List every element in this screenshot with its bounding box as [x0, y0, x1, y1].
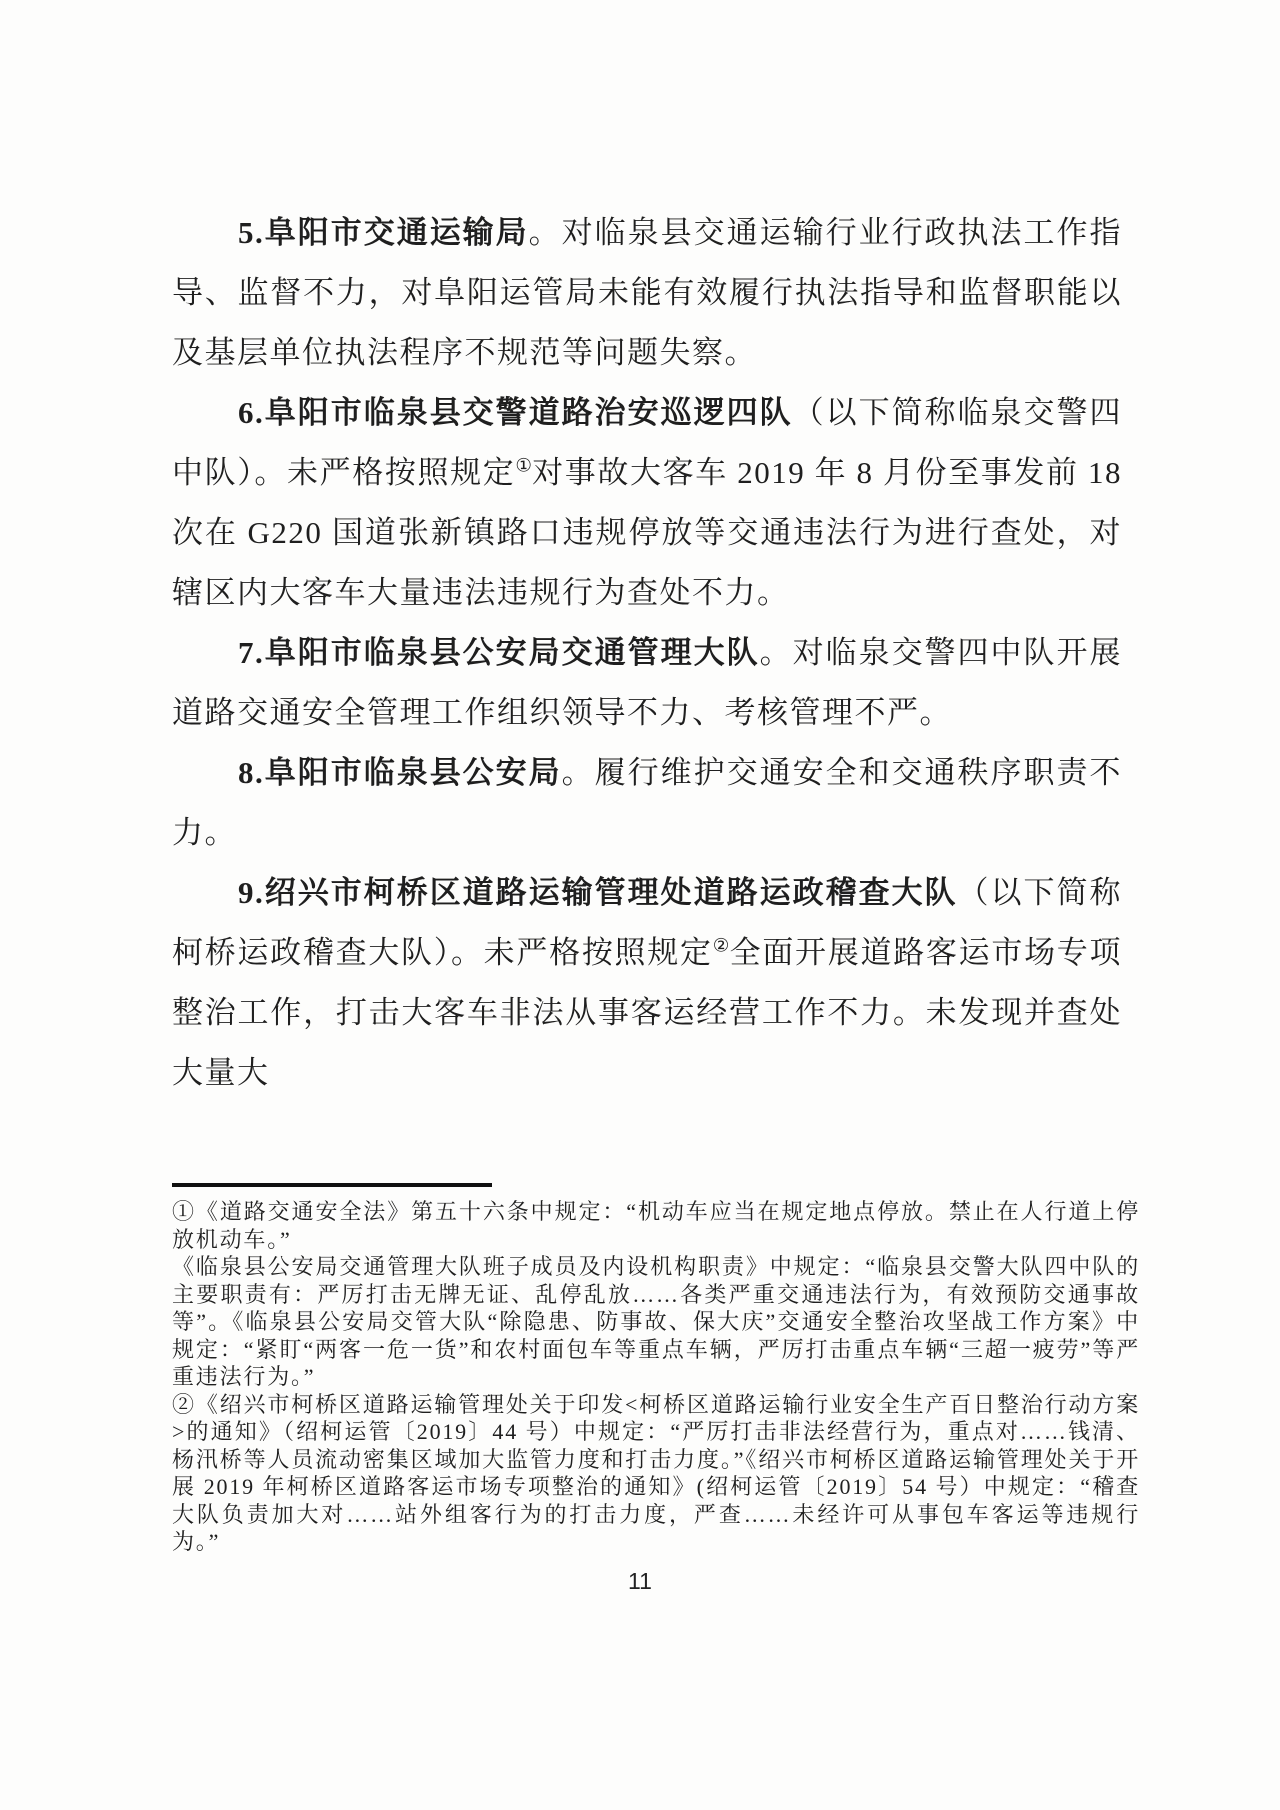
footnote-separator-line: [172, 1183, 492, 1187]
text-segment: 全面开展道路客运市场专项整治工作，打击大客车非法从事客运经营工作不力。未发现并查处大量大: [172, 935, 1123, 1090]
footnote-paragraph: [172, 1198, 1140, 1253]
text-segment: 5.阜阳市交通运输局: [238, 215, 529, 250]
body-paragraph: [172, 383, 1122, 623]
text-segment: 对事故大客车 2019 年 8 月份至事发前 18 次在 G220 国道张新镇路口违规停放等交通违法行为进行查处，对辖区内大客车大量违法违规行为查处不力。: [172, 455, 1123, 610]
body-text: [172, 203, 1122, 1103]
text-segment: 《临泉县公安局交通管理大队班子成员及内设机构职责》中规定：“临泉县交警大队四中队的主要职责有：严厉打击无牌无证、乱停乱放……各类严重交通违法行为，有效预防交通事故等”。《临泉县公安局交管大队“除隐患、防事故、保大庆”交通安全整治攻坚战工作方案》中规定：“紧盯“两客一危一货”和农村面包车等重点车辆，严厉打击重点车辆“三超一疲劳”等严重违法行为。”: [172, 1254, 1140, 1389]
body-paragraph: [172, 203, 1122, 383]
text-segment: ①《道路交通安全法》第五十六条中规定：“机动车应当在规定地点停放。禁止在人行道上停放机动车。”: [172, 1199, 1140, 1252]
text-segment: （以下简称柯桥运政稽查大队）。未严格按照规定: [172, 875, 1123, 970]
text-segment: 。对临泉县交通运输行业行政执法工作指导、监督不力，对阜阳运管局未能有效履行执法指导和监督职能以及基层单位执法程序不规范等问题失察。: [172, 215, 1123, 370]
footnotes-text: [172, 1198, 1140, 1556]
text-segment: 8.阜阳市临泉县公安局: [238, 755, 562, 790]
body-paragraph: [172, 623, 1122, 743]
text-segment: （以下简称临泉交警四中队）。未严格按照规定: [172, 395, 1123, 490]
text-segment: ②《绍兴市柯桥区道路运输管理处关于印发<柯桥区道路运输行业安全生产百日整治行动方案>的通知》（绍柯运管〔2019〕44 号）中规定：“严厉打击非法经营行为，重点对……钱清、杨汛桥等人员流动密集区域加大监管力度和打击力度。”《绍兴市柯桥区道路运输管理处关于开展 2019 年柯桥区道路客运市场专项整治的通知》(绍柯运管〔2019〕54 号）中规定：“稽查大队负责加大对……站外组客行为的打击力度，严查……未经许可从事包车客运等违规行为。”: [172, 1391, 1140, 1554]
text-segment: 。履行维护交通安全和交通秩序职责不力。: [172, 755, 1123, 850]
page-number: 11: [628, 1568, 652, 1594]
text-segment: 9.绍兴市柯桥区道路运输管理处道路运政稽查大队: [238, 875, 958, 910]
text-segment: 7.阜阳市临泉县公安局交通管理大队: [238, 635, 760, 670]
text-segment: 6.阜阳市临泉县交警道路治安巡逻四队: [238, 395, 793, 430]
footnote-paragraph: [172, 1253, 1140, 1391]
footnote-paragraph: [172, 1391, 1140, 1556]
footnote-reference-mark: ②: [712, 935, 730, 957]
body-paragraph: [172, 863, 1122, 1103]
body-paragraph: [172, 743, 1122, 863]
footnote-reference-mark: ①: [515, 455, 533, 477]
text-segment: 。对临泉交警四中队开展道路交通安全管理工作组织领导不力、考核管理不严。: [172, 635, 1123, 730]
